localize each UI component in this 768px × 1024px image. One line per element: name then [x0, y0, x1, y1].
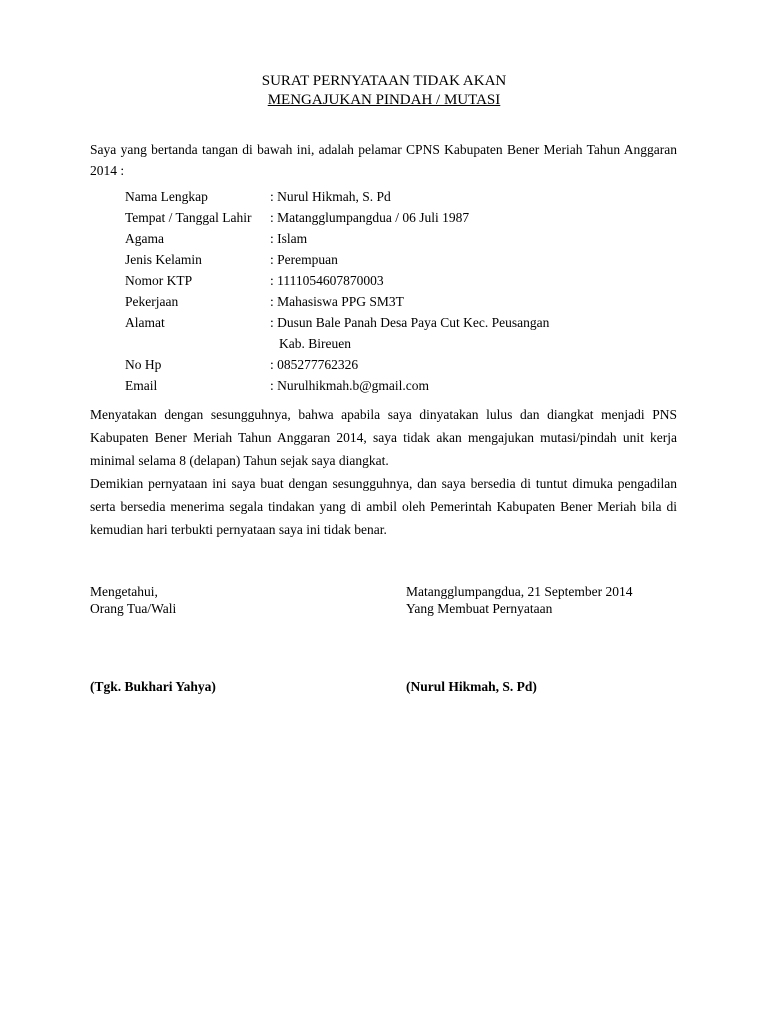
field-label-hp: No Hp	[125, 357, 162, 372]
statement-block	[90, 403, 677, 541]
intro-paragraph: Saya yang bertanda tangan di bawah ini, adalah pelamar CPNS Kabupaten Bener Meriah Tahun Anggaran 2014 :	[90, 142, 677, 178]
field-label-ktp: Nomor KTP	[125, 273, 193, 288]
field-label-nama: Nama Lengkap	[125, 189, 208, 204]
field-value-email: : Nurulhikmah.b@gmail.com	[270, 378, 430, 393]
field-value-jenis-kelamin: : Perempuan	[270, 252, 338, 267]
field-value-hp: : 085277762326	[270, 357, 359, 372]
field-value-ktp: : 1111054607870003	[270, 273, 384, 288]
statement-paragraph-1: Menyatakan dengan sesungguhnya, bahwa apabila saya dinyatakan lulus dan diangkat menjadi PNS Kabupaten Bener Meriah Tahun Anggaran 2014, saya tidak akan mengajukan mutasi/pindah unit kerja minimal selama 8 (delapan) Tahun sejak saya diangkat.	[90, 407, 677, 468]
sig-left-line1: Mengetahui,	[90, 584, 158, 599]
field-label-agama: Agama	[125, 231, 164, 246]
field-label-alamat: Alamat	[125, 315, 165, 330]
sig-right-name: (Nurul Hikmah, S. Pd)	[406, 679, 537, 694]
field-value-nama: : Nurul Hikmah, S. Pd	[270, 189, 391, 204]
sig-right-line1: Matangglumpangdua, 21 September 2014	[406, 584, 633, 599]
sig-left-line2: Orang Tua/Wali	[90, 601, 177, 616]
document-subtitle: MENGAJUKAN PINDAH / MUTASI	[267, 92, 501, 108]
field-label-ttl: Tempat / Tanggal Lahir	[125, 210, 252, 225]
sig-left-name: (Tgk. Bukhari Yahya)	[90, 679, 216, 694]
sig-right-line2: Yang Membuat Pernyataan	[406, 601, 553, 616]
field-value-ttl: : Matangglumpangdua / 06 Juli 1987	[270, 210, 470, 225]
field-label-email: Email	[125, 378, 158, 393]
field-value-alamat: : Dusun Bale Panah Desa Paya Cut Kec. Peusangan	[270, 315, 550, 330]
field-label-jenis-kelamin: Jenis Kelamin	[125, 252, 202, 267]
field-value-agama: : Islam	[270, 231, 308, 246]
field-value-pekerjaan: : Mahasiswa PPG SM3T	[270, 294, 404, 309]
field-value-alamat-line2: Kab. Bireuen	[279, 336, 351, 351]
field-label-pekerjaan: Pekerjaan	[125, 294, 179, 309]
document-title: SURAT PERNYATAAN TIDAK AKAN	[261, 73, 507, 89]
statement-paragraph-2: Demikian pernyataan ini saya buat dengan sesungguhnya, dan saya bersedia di tuntut dimuka pengadilan serta bersedia menerima segala tindakan yang di ambil oleh Pemerintah Kabupaten Bener Meriah bila di kemudian hari terbukti pernyataan saya ini tidak benar.	[90, 476, 677, 537]
